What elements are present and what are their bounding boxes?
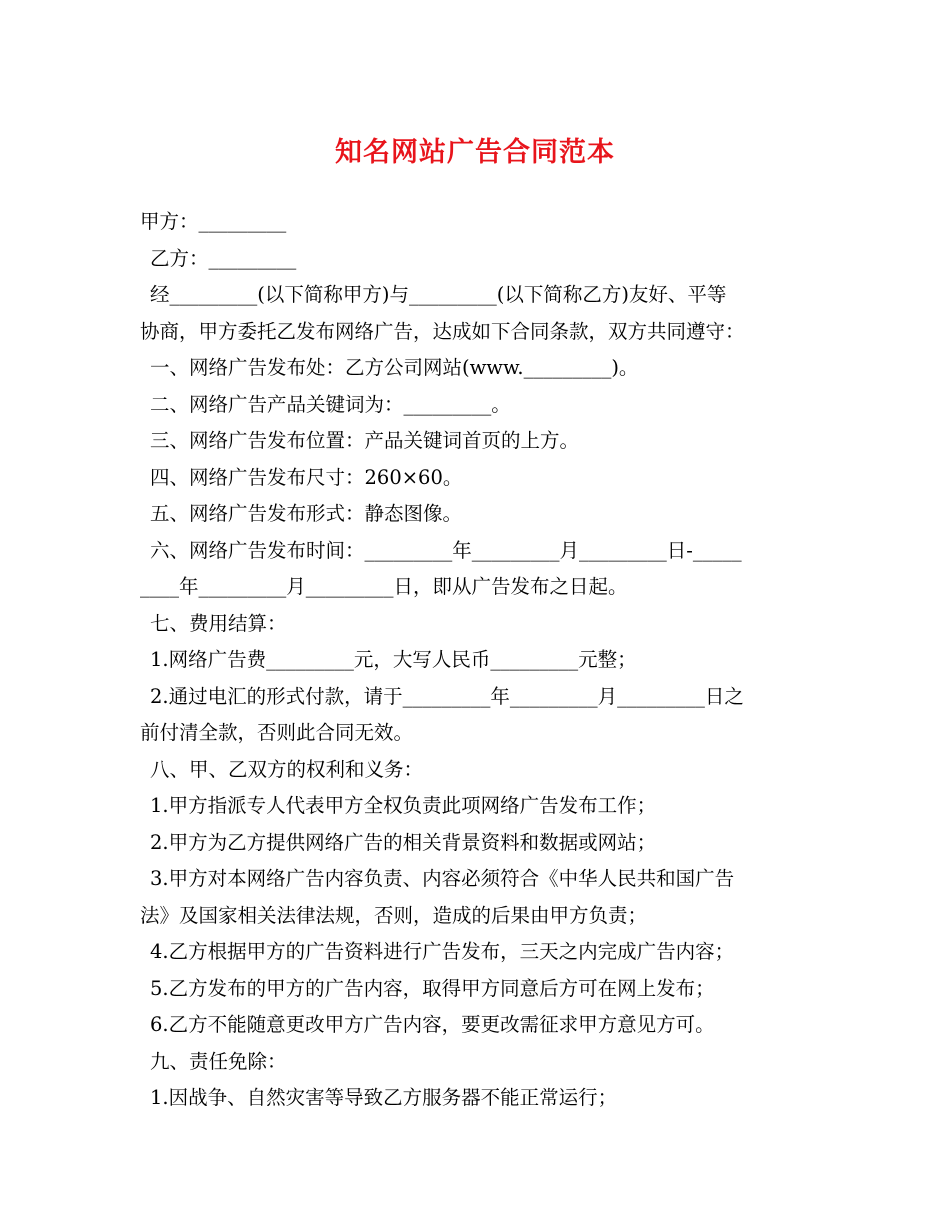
document-line: 四、网络广告发布尺寸：260×60。 [150, 465, 463, 489]
document-line: 八、甲、乙双方的权利和义务： [150, 757, 424, 781]
document-line: 2.甲方为乙方提供网络广告的相关背景资料和数据或网站； [150, 830, 657, 854]
document-line: 2.通过电汇的形式付款，请于_________年_________月_________日之 [150, 684, 744, 708]
document-line: 经_________(以下简称甲方)与_________(以下简称乙方)友好、平等 [150, 283, 727, 306]
document-line: 1.甲方指派专人代表甲方全权负责此项网络广告发布工作； [150, 794, 657, 817]
document-line: 1.网络广告费_________元，大写人民币_________元整； [150, 648, 637, 671]
document-line: 前付清全款，否则此合同无效。 [140, 721, 414, 744]
document-line: 二、网络广告产品关键词为：_________。 [150, 392, 511, 416]
document-line: 五、网络广告发布形式：静态图像。 [150, 502, 463, 525]
document-line: 一、网络广告发布处：乙方公司网站(www._________)。 [150, 356, 639, 379]
document-line: ____年_________月_________日，即从广告发布之日起。 [140, 575, 628, 598]
document-line: 4.乙方根据甲方的广告资料进行广告发布，三天之内完成广告内容； [150, 940, 735, 963]
document-line: 3.甲方对本网络广告内容负责、内容必须符合《中华人民共和国广告 [150, 867, 735, 890]
document-body [140, 204, 812, 1117]
document-line: 三、网络广告发布位置：产品关键词首页的上方。 [150, 429, 580, 452]
document-line: 1.因战争、自然灾害等导致乙方服务器不能正常运行； [150, 1086, 618, 1109]
document-line: 甲方：_________ [140, 210, 287, 233]
document-line: 七、费用结算： [150, 611, 287, 635]
document-line: 协商，甲方委托乙发布网络广告，达成如下合同条款，双方共同遵守： [140, 319, 745, 343]
document-line: 乙方：_________ [150, 246, 297, 270]
document-line: 5.乙方发布的甲方的广告内容，取得甲方同意后方可在网上发布； [150, 976, 715, 1000]
document-line: 法》及国家相关法律法规，否则，造成的后果由甲方负责； [140, 903, 648, 927]
document-line: 九、责任免除： [150, 1049, 287, 1073]
document-line: 六、网络广告发布时间：_________年_________月_________日-_____ [150, 538, 742, 562]
document-title: 知名网站广告合同范本 [335, 137, 615, 168]
document-line: 6.乙方不能随意更改甲方广告内容，要更改需征求甲方意见方可。 [150, 1013, 715, 1036]
